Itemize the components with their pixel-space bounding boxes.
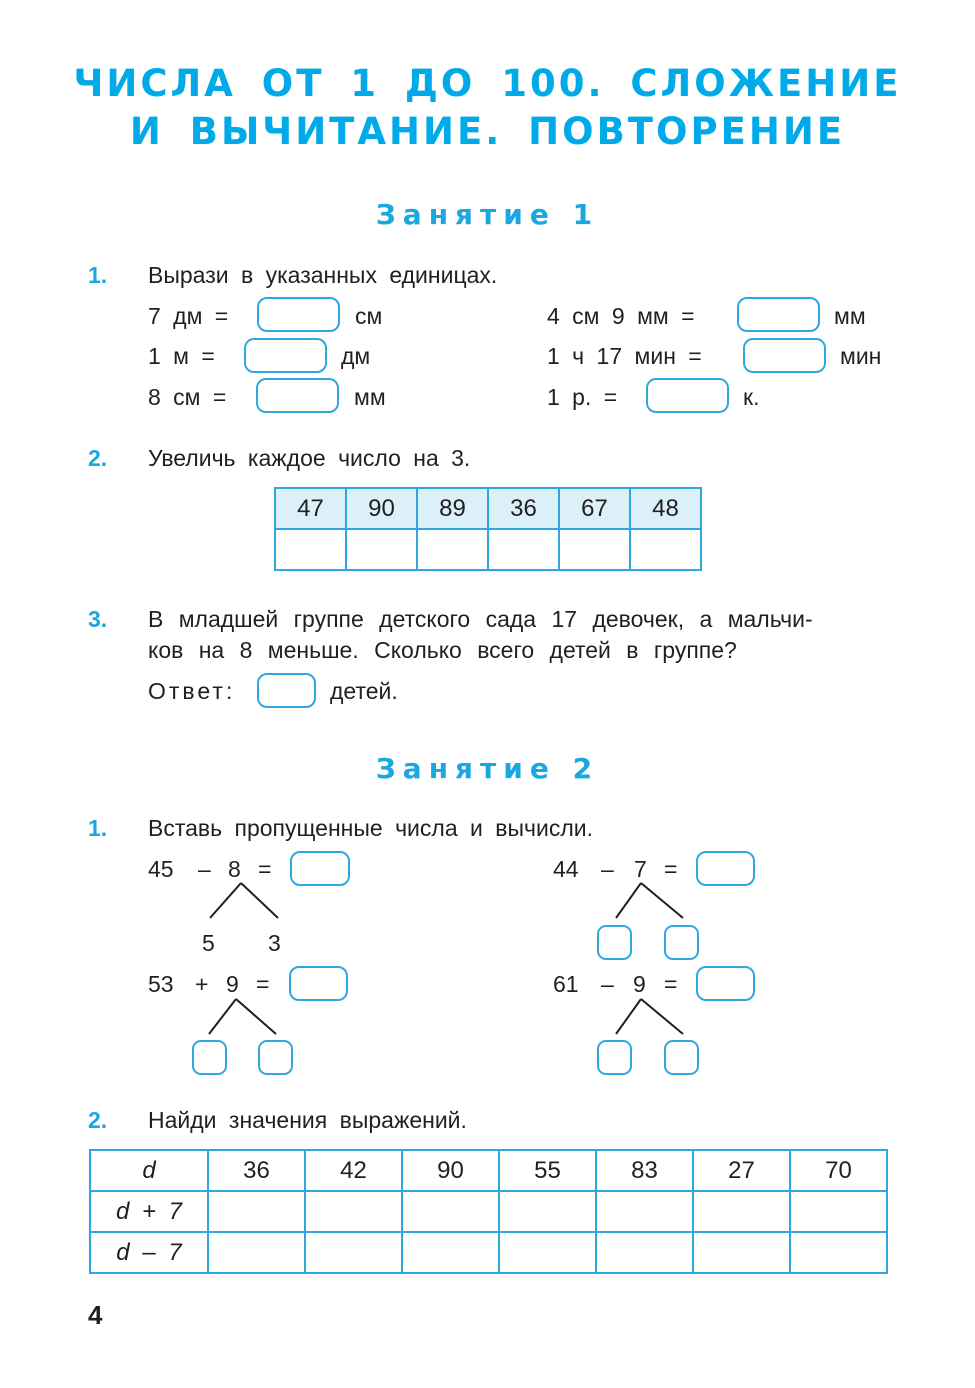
conv-unit: мм (834, 303, 866, 329)
chapter-title-line1: ЧИСЛА ОТ 1 ДО 100. СЛОЖЕНИЕ (73, 62, 902, 105)
value-cell: 90 (402, 1150, 499, 1191)
task3-line1: В младшей группе детского сада 17 девочек, а мальчи- (148, 606, 813, 632)
answer-box[interactable] (256, 378, 339, 413)
expr-op: – (601, 856, 614, 882)
split-lines-icon (205, 880, 285, 922)
split-right: 3 (268, 930, 281, 956)
row-label: d + 7 (90, 1191, 208, 1232)
split-box-left[interactable] (192, 1040, 227, 1075)
value-cell: 48 (630, 488, 701, 529)
expr-a: 53 (148, 971, 174, 997)
expr-b: 8 (228, 856, 241, 882)
value-cell: 27 (693, 1150, 790, 1191)
answer-cell[interactable] (305, 1191, 402, 1232)
answer-box[interactable] (696, 966, 755, 1001)
expr-op: – (601, 971, 614, 997)
answer-label: Ответ: (148, 678, 236, 704)
value-cell: 90 (346, 488, 417, 529)
answer-cell[interactable] (417, 529, 488, 570)
answer-cell[interactable] (275, 529, 346, 570)
lesson1-heading: Занятие 1 (375, 198, 600, 231)
split-lines-icon (205, 996, 285, 1038)
answer-cell[interactable] (630, 529, 701, 570)
answer-cell[interactable] (693, 1191, 790, 1232)
conv-expr: 1 р. = (547, 384, 618, 410)
answer-cell[interactable] (499, 1232, 596, 1273)
value-cell: 70 (790, 1150, 887, 1191)
value-cell: 55 (499, 1150, 596, 1191)
value-cell: 89 (417, 488, 488, 529)
conv-unit: мм (354, 384, 386, 410)
split-box-right[interactable] (258, 1040, 293, 1075)
expr-b: 9 (226, 971, 239, 997)
expr-b: 9 (633, 971, 646, 997)
expression-table (89, 1149, 888, 1274)
expr-eq: = (256, 971, 270, 997)
answer-cell[interactable] (488, 529, 559, 570)
task3-line2: ков на 8 меньше. Сколько всего детей в группе? (148, 637, 737, 663)
conv-unit: к. (743, 384, 760, 410)
conv-unit: дм (341, 343, 371, 369)
conv-expr: 4 см 9 мм = (547, 303, 695, 329)
expr-a: 45 (148, 856, 174, 882)
header-label: d (90, 1150, 208, 1191)
task3-number: 3. (88, 606, 108, 632)
expr-eq: = (664, 971, 678, 997)
answer-cell[interactable] (208, 1191, 305, 1232)
split-box-right[interactable] (664, 925, 699, 960)
task2-number: 2. (88, 1107, 108, 1133)
split-box-right[interactable] (664, 1040, 699, 1075)
expr-b: 7 (634, 856, 647, 882)
expr-eq: = (664, 856, 678, 882)
task2-number: 2. (88, 445, 108, 471)
value-cell: 83 (596, 1150, 693, 1191)
answer-cell[interactable] (402, 1191, 499, 1232)
answer-box[interactable] (737, 297, 820, 332)
answer-cell[interactable] (559, 529, 630, 570)
page-number: 4 (88, 1300, 103, 1330)
conv-expr: 8 см = (148, 384, 227, 410)
conv-expr: 7 дм = (148, 303, 229, 329)
conv-unit: см (355, 303, 383, 329)
expr-eq: = (258, 856, 272, 882)
answer-cell[interactable] (693, 1232, 790, 1273)
answer-box[interactable] (289, 966, 348, 1001)
value-cell: 67 (559, 488, 630, 529)
answer-cell[interactable] (402, 1232, 499, 1273)
conv-unit: мин (840, 343, 882, 369)
answer-cell[interactable] (499, 1191, 596, 1232)
answer-box[interactable] (646, 378, 729, 413)
expr-op: – (198, 856, 211, 882)
value-cell: 36 (488, 488, 559, 529)
answer-cell[interactable] (346, 529, 417, 570)
split-box-left[interactable] (597, 1040, 632, 1075)
answer-box[interactable] (743, 338, 826, 373)
value-cell: 36 (208, 1150, 305, 1191)
answer-cell[interactable] (305, 1232, 402, 1273)
answer-cell[interactable] (208, 1232, 305, 1273)
split-box-left[interactable] (597, 925, 632, 960)
task2-text: Найди значения выражений. (148, 1107, 467, 1133)
split-left: 5 (202, 930, 215, 956)
answer-box[interactable] (244, 338, 327, 373)
expr-op: + (195, 971, 209, 997)
task1-number: 1. (88, 815, 108, 841)
answer-cell[interactable] (790, 1232, 887, 1273)
increase-table (274, 487, 702, 571)
value-cell: 42 (305, 1150, 402, 1191)
task1-text: Вставь пропущенные числа и вычисли. (148, 815, 593, 841)
split-lines-icon (610, 996, 690, 1038)
split-lines-icon (610, 880, 690, 922)
answer-box[interactable] (257, 673, 316, 708)
answer-unit: детей. (330, 678, 398, 704)
answer-box[interactable] (257, 297, 340, 332)
expr-a: 61 (553, 971, 579, 997)
answer-cell[interactable] (596, 1191, 693, 1232)
row-label: d – 7 (90, 1232, 208, 1273)
answer-cell[interactable] (790, 1191, 887, 1232)
chapter-title-line2: И ВЫЧИТАНИЕ. ПОВТОРЕНИЕ (129, 110, 846, 153)
expr-a: 44 (553, 856, 579, 882)
conv-expr: 1 ч 17 мин = (547, 343, 702, 369)
answer-box[interactable] (290, 851, 350, 886)
task1-number: 1. (88, 262, 108, 288)
answer-box[interactable] (696, 851, 755, 886)
conv-expr: 1 м = (148, 343, 215, 369)
task1-text: Вырази в указанных единицах. (148, 262, 498, 288)
value-cell: 47 (275, 488, 346, 529)
answer-cell[interactable] (596, 1232, 693, 1273)
task2-text: Увеличь каждое число на 3. (148, 445, 471, 471)
lesson2-heading: Занятие 2 (375, 752, 600, 785)
